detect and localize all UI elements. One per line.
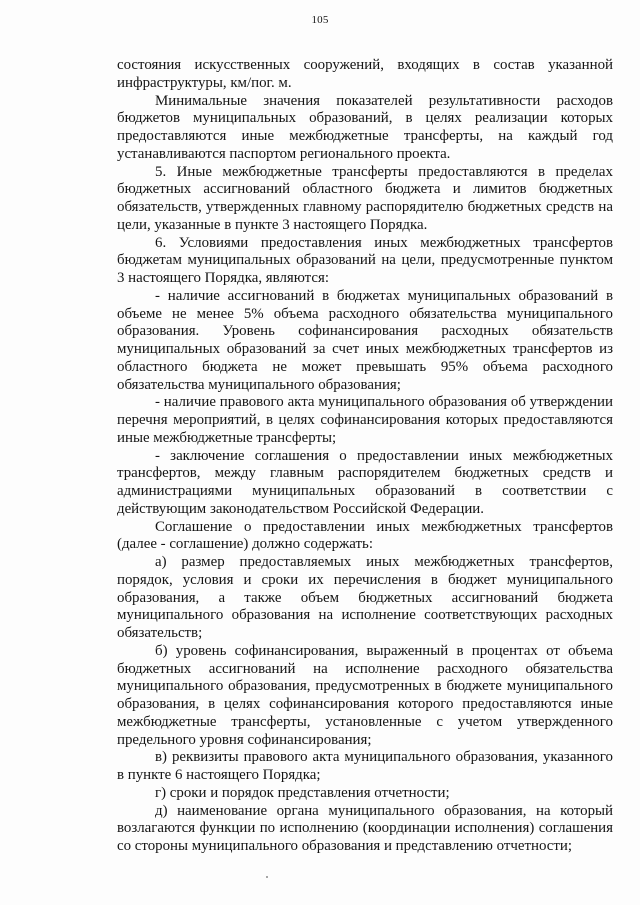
paragraph-item-6: 6. Условиями предоставления иных межбюджетных трансфертов бюджетам муниципальных образований на цели, предусмотренные пунктом 3 настоящего Порядка, являются: bbox=[117, 234, 613, 286]
paragraph-item-5: 5. Иные межбюджетные трансферты предоставляются в пределах бюджетных ассигнований областного бюджета и лимитов бюджетных обязательств, утвержденных главному распорядителю бюджетных средств на цели, указанные в пункте 3 настоящего Порядка. bbox=[117, 163, 613, 233]
paragraph-subitem-v: в) реквизиты правового акта муниципального образования, указанного в пункте 6 настоящего Порядка; bbox=[117, 749, 613, 783]
paragraph-condition-legal-act: - наличие правового акта муниципального образования об утверждении перечня мероприятий, в целях софинансирования которых предоставляются иные межбюджетные трансферты; bbox=[117, 394, 613, 446]
document-body bbox=[117, 57, 613, 856]
paragraph-condition-agreement: - заключение соглашения о предоставлении иных межбюджетных трансфертов, между главным распорядителем бюджетных средств и администрациями муниципальных образований в соответствии с действующим законодательством Российской Федерации. bbox=[117, 447, 613, 517]
paragraph-performance-indicators: Минимальные значения показателей результативности расходов бюджетов муниципальных образований, в целях реализации которых предоставляются иные межбюджетные трансферты, на каждый год устанавливаются паспортом регионального проекта. bbox=[117, 92, 613, 162]
paragraph-subitem-g: г) сроки и порядок представления отчетности; bbox=[155, 784, 450, 801]
paragraph-condition-appropriations: - наличие ассигнований в бюджетах муниципальных образований в объеме не менее 5% объема расходного обязательства муниципального образования. Уровень софинансирования расходных обязательств муниципальных образований за счет иных межбюджетных трансфертов из областного бюджета не может превышать 95% объема расходного обязательства муниципального образования; bbox=[117, 287, 613, 393]
paragraph-agreement-contents: Соглашение о предоставлении иных межбюджетных трансфертов (далее - соглашение) должно содержать: bbox=[117, 518, 613, 553]
paragraph-subitem-b: б) уровень софинансирования, выраженный в процентах от объема бюджетных ассигнований на исполнение расходного обязательства муниципального образования, предусмотренных в бюджете муниципального образования, в целях софинансирования которого предоставляются иные межбюджетные трансферты, установленные с учетом утвержденного предельного уровня софинансирования; bbox=[117, 642, 613, 748]
scan-speck bbox=[266, 876, 268, 878]
paragraph-continuation: состояния искусственных сооружений, входящих в состав указанной инфраструктуры, км/пог. м. bbox=[117, 57, 613, 91]
page-number: 105 bbox=[311, 14, 329, 26]
paragraph-subitem-a: а) размер предоставляемых иных межбюджетных трансфертов, порядок, условия и сроки их перечисления в бюджет муниципального образования, а также объем бюджетных ассигнований бюджета муниципального образования на исполнение соответствующих расходных обязательств; bbox=[117, 554, 613, 641]
paragraph-subitem-d: д) наименование органа муниципального образования, на который возлагаются функции по исполнению (координации исполнения) соглашения со стороны муниципального образования и представлению отчетности; bbox=[117, 802, 613, 854]
